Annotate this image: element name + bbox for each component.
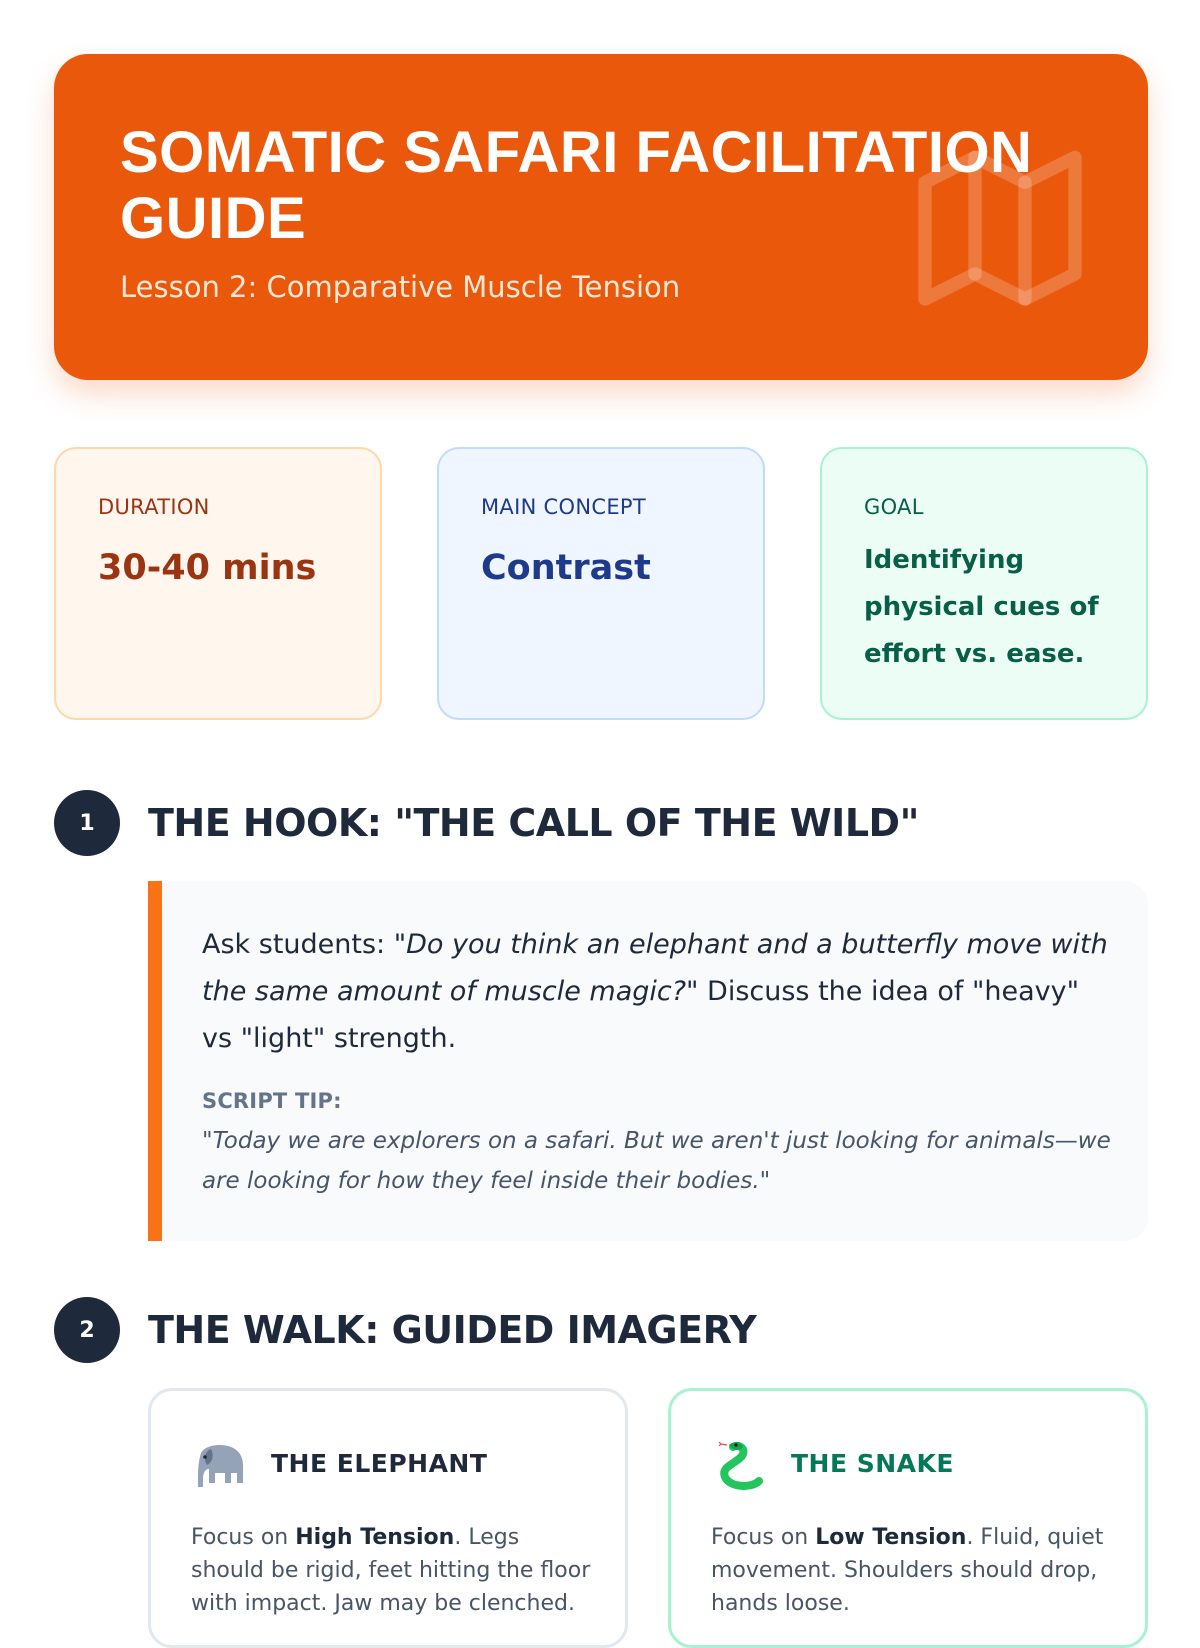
script-tip-label: SCRIPT TIP:: [202, 1089, 342, 1113]
step-title-walk: THE WALK: GUIDED IMAGERY: [148, 1308, 757, 1352]
elephant-icon: [191, 1437, 251, 1493]
prompt-tail: Discuss the idea of "heavy" vs "light" strength.: [202, 976, 1080, 1054]
snake-description: [711, 1521, 1111, 1620]
prompt-lead: Ask students:: [202, 929, 394, 960]
tension-emphasis: High Tension: [295, 1525, 455, 1550]
main-concept-card: [437, 447, 765, 720]
main-concept-value: Contrast: [481, 548, 651, 588]
goal-label: GOAL: [864, 495, 924, 519]
step-title-hook: THE HOOK: "THE CALL OF THE WILD": [148, 801, 919, 845]
hook-prompt: [202, 921, 1112, 1062]
goal-value: Identifying physical cues of effort vs. ease.: [864, 545, 1099, 669]
desc-lead: Focus on: [191, 1525, 296, 1550]
callout-accent-bar: [148, 881, 162, 1241]
hook-callout: [148, 881, 1148, 1241]
step-number-badge: 2: [54, 1297, 120, 1363]
script-tip-text: "Today we are explorers on a safari. But we aren't just looking for animals—we are looking for how they feel inside their bodies.": [202, 1128, 1111, 1194]
tension-emphasis: Low Tension: [815, 1525, 967, 1550]
lesson-subtitle: Lesson 2: Comparative Muscle Tension: [120, 270, 681, 304]
duration-value: 30-40 mins: [98, 548, 317, 588]
desc-text: . Legs should be rigid, feet hitting the floor with impact. Jaw may be clenched.: [191, 1525, 591, 1616]
duration-label: DURATION: [98, 495, 210, 519]
desc-lead: Focus on: [711, 1525, 816, 1550]
elephant-card: [148, 1388, 628, 1648]
page-title: SOMATIC SAFARI FACILITATION GUIDE: [120, 120, 1033, 251]
snake-icon: [711, 1437, 771, 1493]
elephant-title: THE ELEPHANT: [271, 1449, 488, 1478]
snake-title: THE SNAKE: [791, 1449, 954, 1478]
goal-card: [820, 447, 1148, 720]
prompt-question: "Do you think an elephant and a butterfly move with the same amount of muscle magic?": [202, 929, 1108, 1007]
duration-card: [54, 447, 382, 720]
desc-text: . Fluid, quiet movement. Shoulders should drop, hands loose.: [711, 1525, 1104, 1616]
page-header: [54, 54, 1148, 380]
snake-card: [668, 1388, 1148, 1648]
step-number-badge: 1: [54, 790, 120, 856]
main-concept-label: MAIN CONCEPT: [481, 495, 646, 519]
elephant-description: [191, 1521, 591, 1620]
map-icon: [900, 124, 1100, 324]
